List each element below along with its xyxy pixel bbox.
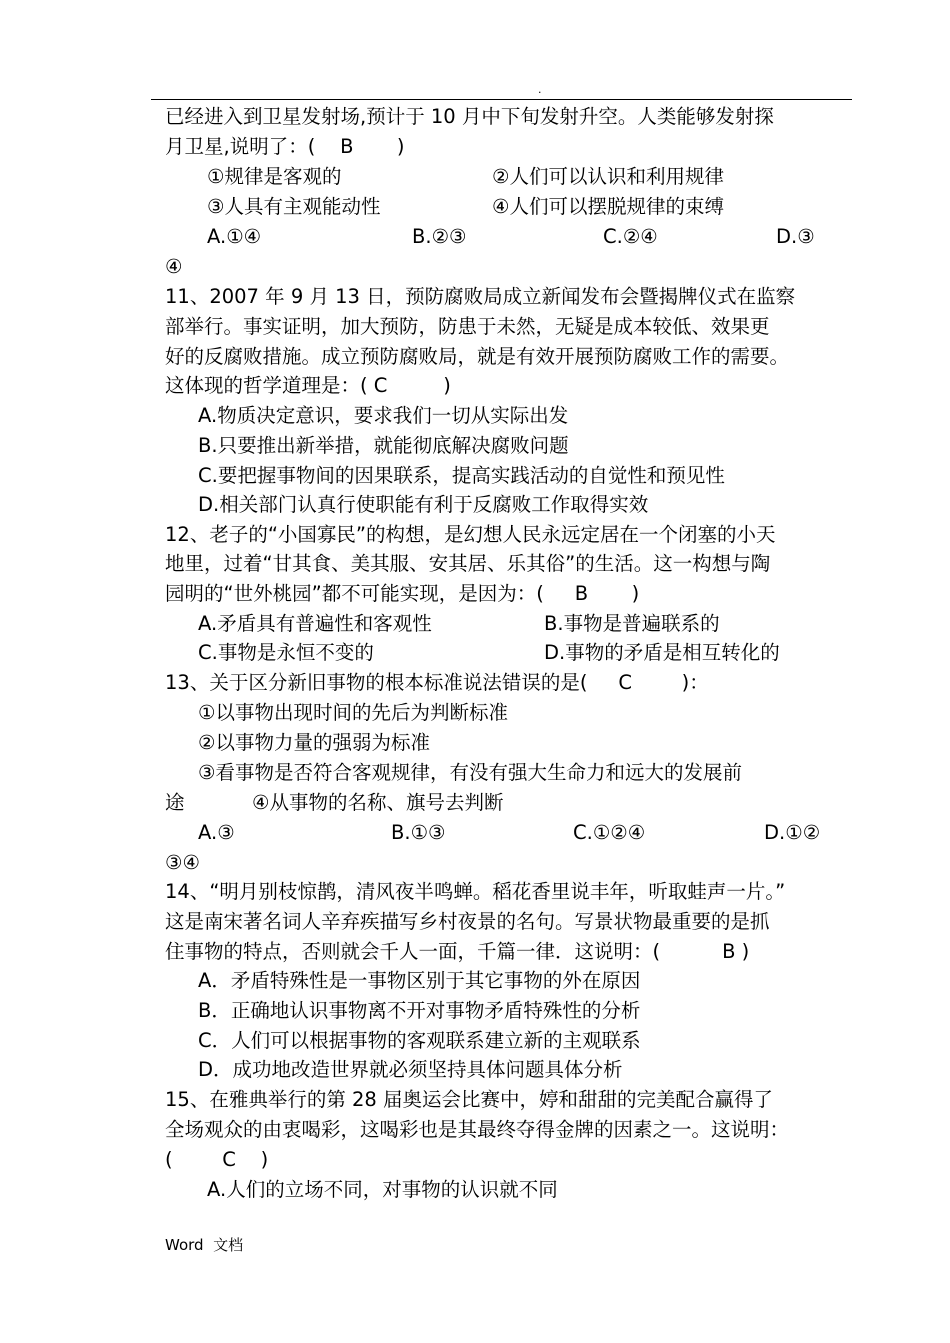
header-rule [151,99,852,100]
q13-option-a: A.③ [198,821,235,844]
header-mark: . [538,83,542,96]
q11-option-b: B.只要推出新举措，就能彻底解决腐败问题 [198,434,569,457]
q12-stem-line-2: 地里，过着“甘其食、美其服、安其居、乐其俗”的生活。这一构想与陶 [165,552,771,575]
q14-option-b: B．正确地认识事物离不开对事物矛盾特殊性的分析 [198,999,641,1022]
q10-item-1: ①规律是客观的 [207,165,342,188]
q11-stem-line-4: 这体现的哲学道理是：( C ) [165,374,451,397]
q15-answer: ( C ) [165,1148,269,1171]
q10-item-3: ③人具有主观能动性 [207,195,381,218]
q13-item-1: ①以事物出现时间的先后为判断标准 [198,701,508,724]
q11-stem-line-1: 11、2007 年 9 月 13 日，预防腐败局成立新闻发布会暨揭牌仪式在监察 [165,285,796,308]
q12-option-d: D.事物的矛盾是相互转化的 [544,641,780,664]
q13-item-4: ④从事物的名称、旗号去判断 [252,791,504,814]
q12-stem-line-3: 园明的“世外桃园”都不可能实现，是因为：( B ) [165,582,640,605]
q13-stem: 13、关于区分新旧事物的根本标准说法错误的是( C )： [165,671,709,694]
q11-option-c: C.要把握事物间的因果联系，提高实践活动的自觉性和预见性 [198,464,725,487]
q14-stem-line-3: 住事物的特点，否则就会千人一面，千篇一律．这说明：( B ) [165,940,750,963]
q13-option-d: D.①② [764,821,821,844]
q13-item-3-cont: 途 [165,791,185,814]
q14-option-d: D．成功地改造世界就必须坚持具体问题具体分析 [198,1058,623,1081]
q13-option-d-cont: ③④ [165,851,200,874]
q12-option-a: A.矛盾具有普遍性和客观性 [198,612,432,635]
q13-option-b: B.①③ [391,821,446,844]
q13-item-3: ③看事物是否符合客观规律，有没有强大生命力和远大的发展前 [198,761,742,784]
q15-option-a: A.人们的立场不同，对事物的认识就不同 [207,1178,558,1201]
q14-option-c: C．人们可以根据事物的客观联系建立新的主观联系 [198,1029,641,1052]
footer-label: Word 文档 [165,1236,244,1254]
q10-option-d: D.③ [776,225,815,248]
q11-option-a: A.物质决定意识，要求我们一切从实际出发 [198,404,569,427]
q14-stem-line-1: 14、“明月别枝惊鹊，清风夜半鸣蝉。稻花香里说丰年，听取蛙声一片。” [165,880,786,903]
q13-option-c: C.①②④ [573,821,646,844]
q13-item-2: ②以事物力量的强弱为标准 [198,731,430,754]
q10-item-4: ④人们可以摆脱规律的束缚 [492,195,724,218]
q15-stem-line-1: 15、在雅典举行的第 28 届奥运会比赛中，婷和甜甜的完美配合赢得了 [165,1088,774,1111]
q10-option-c: C.②④ [603,225,658,248]
q10-stem-line-1: 已经进入到卫星发射场,预计于 10 月中下旬发射升空。人类能够发射探 [165,105,774,128]
q11-stem-line-3: 好的反腐败措施。成立预防腐败局，就是有效开展预防腐败工作的需要。 [165,345,790,368]
q12-stem-line-1: 12、老子的“小国寡民”的构想，是幻想人民永远定居在一个闭塞的小天 [165,523,776,546]
q15-stem-line-2: 全场观众的由衷喝彩，这喝彩也是其最终夺得金牌的因素之一。这说明： [165,1118,790,1141]
q11-option-d: D.相关部门认真行使职能有利于反腐败工作取得实效 [198,493,649,516]
q14-option-a: A．矛盾特殊性是一事物区别于其它事物的外在原因 [198,969,641,992]
q10-option-a: A.①④ [207,225,262,248]
q12-option-c: C.事物是永恒不变的 [198,641,374,664]
q12-option-b: B.事物是普遍联系的 [544,612,720,635]
q10-option-b: B.②③ [412,225,467,248]
q10-option-d-cont: ④ [165,255,183,278]
q11-stem-line-2: 部举行。事实证明，加大预防，防患于未然，无疑是成本较低、效果更 [165,315,770,338]
q10-stem-line-2: 月卫星,说明了：( B ) [165,135,405,158]
q10-item-2: ②人们可以认识和利用规律 [492,165,724,188]
q14-stem-line-2: 这是南宋著名词人辛弃疾描写乡村夜景的名句。写景状物最重要的是抓 [165,910,770,933]
